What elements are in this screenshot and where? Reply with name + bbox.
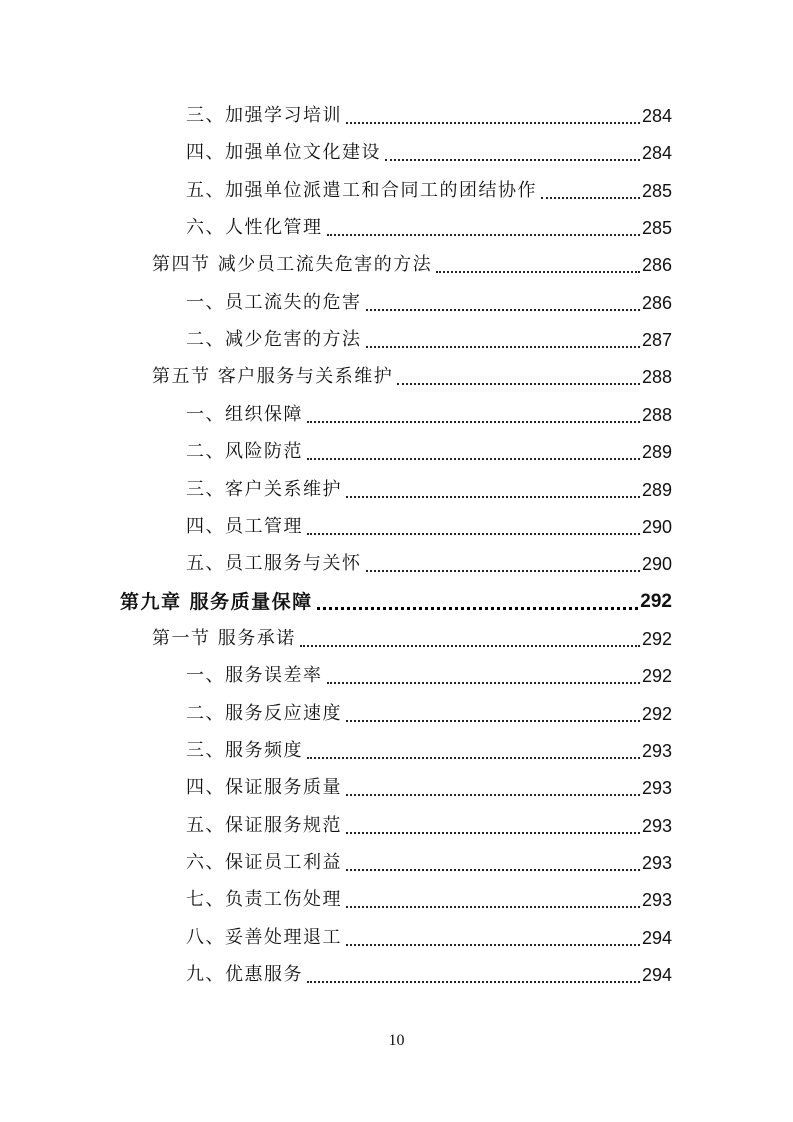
toc-entry-page: 285 [641, 218, 672, 239]
toc-entry[interactable] [186, 548, 672, 576]
toc-entry-page: 289 [641, 442, 672, 463]
toc-entry[interactable] [152, 361, 672, 389]
dot-leader [327, 233, 640, 236]
dot-leader [346, 495, 640, 498]
toc-entry-title: 四、保证服务质量 [186, 777, 342, 799]
toc-entry-title: 一、组织保障 [186, 403, 303, 425]
dot-leader [346, 868, 640, 871]
dot-leader [366, 569, 640, 572]
toc-entry-title: 二、风险防范 [186, 441, 303, 463]
dot-leader [436, 270, 640, 273]
dot-leader [346, 905, 640, 908]
toc-entry-title: 第五节 客户服务与关系维护 [152, 366, 394, 388]
toc-entry[interactable] [186, 399, 672, 427]
toc-entry-title: 六、人性化管理 [186, 217, 323, 239]
dot-leader [346, 719, 640, 722]
toc-entry[interactable] [186, 137, 672, 165]
toc-entry[interactable] [186, 324, 672, 352]
toc-entry-page: 287 [641, 330, 672, 351]
dot-leader [300, 644, 640, 647]
toc-entry-page: 290 [641, 516, 672, 537]
toc-entry-title: 一、员工流失的危害 [186, 291, 362, 313]
toc-entry-title: 七、负责工伤处理 [186, 889, 342, 911]
toc-entry-title: 六、保证员工利益 [186, 852, 342, 873]
dot-leader [366, 308, 640, 311]
toc-entry[interactable] [186, 698, 672, 726]
dot-leader [307, 532, 640, 535]
toc-entry-page: 293 [641, 740, 672, 761]
toc-entry-page: 289 [641, 479, 672, 500]
toc-entry-page: 286 [641, 255, 672, 276]
toc-entry-title: 四、加强单位文化建设 [186, 142, 381, 164]
toc-entry-page: 285 [641, 180, 672, 201]
toc-entry-page: 293 [641, 890, 672, 911]
toc-entry[interactable] [186, 474, 672, 502]
toc-entry-title: 八、妥善处理退工 [186, 926, 342, 948]
toc-entry-title: 五、加强单位派遣工和合同工的团结协作 [186, 179, 537, 201]
toc-entry[interactable] [186, 810, 672, 838]
toc-entry-title: 第九章 服务质量保障 [120, 590, 313, 613]
toc-entry[interactable] [186, 847, 672, 875]
toc-entry-title: 三、服务频度 [186, 739, 303, 761]
toc-entry[interactable] [186, 660, 672, 688]
page-number: 10 [388, 1032, 405, 1049]
dot-leader [346, 121, 640, 124]
toc-entry[interactable] [186, 175, 672, 203]
toc-entry-title: 第一节 服务承诺 [152, 627, 296, 649]
dot-leader [307, 420, 640, 423]
toc-entry-page: 293 [641, 778, 672, 799]
toc-entry-title: 第四节 减少员工流失危害的方法 [152, 254, 433, 276]
toc-entry-page: 288 [641, 367, 672, 388]
dot-leader [346, 943, 640, 946]
toc-entry[interactable] [186, 735, 672, 763]
toc-entry[interactable] [152, 249, 672, 277]
toc-entry-title: 一、服务误差率 [186, 665, 323, 687]
toc-entry-title: 二、减少危害的方法 [186, 329, 362, 351]
toc-entry-page: 292 [640, 590, 672, 612]
toc-entry-title: 四、员工管理 [186, 515, 303, 537]
toc-entry-page: 294 [641, 965, 672, 986]
toc-entry-title: 五、员工服务与关怀 [186, 553, 362, 575]
toc-entry[interactable] [186, 511, 672, 539]
toc-entry[interactable] [186, 287, 672, 315]
dot-leader [397, 382, 640, 385]
toc-entry[interactable] [120, 586, 672, 614]
toc-entry[interactable] [186, 100, 672, 128]
toc-entry-title: 二、服务反应速度 [186, 702, 342, 724]
dot-leader [307, 980, 640, 983]
toc-entry-page: 284 [641, 143, 672, 164]
dot-leader [346, 793, 640, 796]
toc-entry-page: 290 [641, 554, 672, 575]
dot-leader [317, 606, 639, 610]
toc-entry-title: 三、加强学习培训 [186, 105, 342, 126]
dot-leader [541, 196, 640, 199]
dot-leader [327, 681, 640, 684]
toc-entry-title: 三、客户关系维护 [186, 478, 342, 500]
dot-leader [366, 345, 640, 348]
toc-entry[interactable] [186, 922, 672, 950]
dot-leader [346, 831, 640, 834]
toc-entry[interactable] [186, 884, 672, 912]
toc-entry-page: 294 [641, 927, 672, 948]
toc-entry[interactable] [186, 772, 672, 800]
toc-entry-page: 293 [641, 815, 672, 836]
toc-entry-page: 292 [641, 666, 672, 687]
dot-leader [385, 158, 640, 161]
toc-entry-title: 九、优惠服务 [186, 964, 303, 986]
toc-entry[interactable] [152, 623, 672, 651]
toc-entry-page: 292 [641, 703, 672, 724]
toc-entry[interactable] [186, 959, 672, 987]
toc-entry-page: 286 [641, 292, 672, 313]
toc-entry[interactable] [186, 436, 672, 464]
toc-entry[interactable] [186, 212, 672, 240]
toc-entry-page: 284 [641, 106, 672, 126]
toc-entry-title: 五、保证服务规范 [186, 814, 342, 836]
toc-entry-page: 293 [641, 853, 672, 873]
dot-leader [307, 756, 640, 759]
toc-entry-page: 288 [641, 404, 672, 425]
dot-leader [307, 457, 640, 460]
toc-entry-page: 292 [641, 628, 672, 649]
